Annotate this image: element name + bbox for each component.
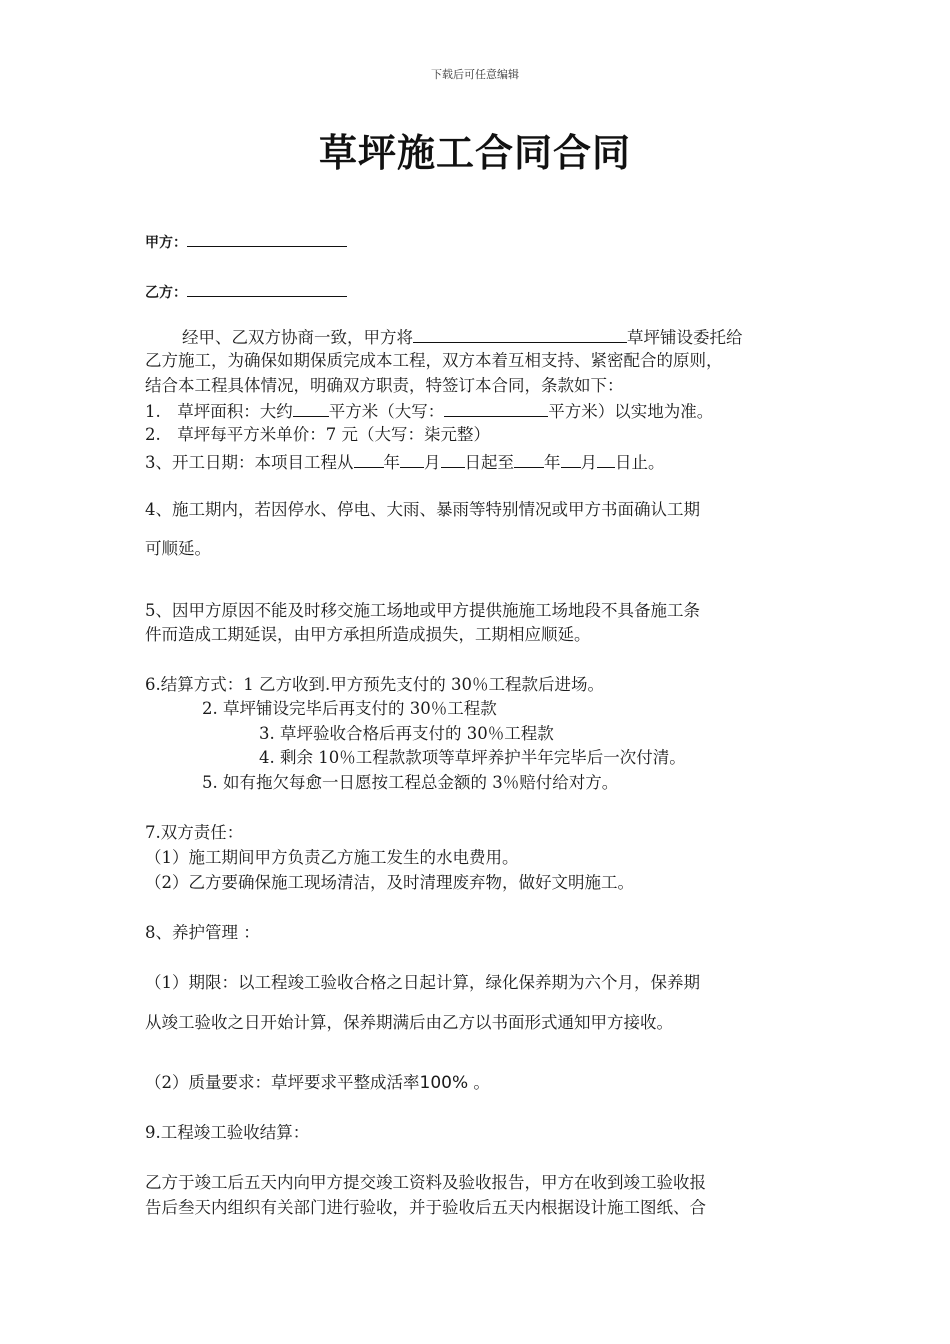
intro-line1-pre: 经甲、乙双方协商一致，甲方将 bbox=[182, 328, 413, 347]
clause-4-line-2: 可顺延。 bbox=[145, 539, 211, 558]
clause-6-line-3: 3. 草坪验收合格后再支付的 30％工程款 bbox=[259, 724, 554, 743]
clause-3-part-g: 日止。 bbox=[615, 453, 665, 472]
start-month-blank bbox=[400, 449, 424, 468]
clause-8-item-2-post: 。 bbox=[468, 1073, 490, 1092]
document-title: 草坪施工合同合同 bbox=[318, 130, 631, 175]
clause-2: 2. 草坪每平方米单价：7 元（大写：柒元整） bbox=[145, 425, 490, 444]
end-year-blank bbox=[514, 449, 544, 468]
clause-8-item-2-pre: （2）质量要求：草坪要求平整成活率 bbox=[145, 1073, 420, 1092]
party-b-label: 乙方： bbox=[145, 285, 187, 301]
clause-4-line-1: 4、施工期内，若因停水、停电、大雨、暴雨等特别情况或甲方书面确认工期 bbox=[145, 500, 700, 519]
party-a-label: 甲方： bbox=[145, 235, 187, 251]
clause-8-heading: 8、养护管理 ： bbox=[145, 923, 260, 942]
clause-7-item-1: （1）施工期间甲方负责乙方施工发生的水电费用。 bbox=[145, 848, 519, 867]
clause-5-line-1: 5、因甲方原因不能及时移交施工场地或甲方提供施施工场地段不具备施工条 bbox=[145, 601, 700, 620]
end-month-blank bbox=[561, 449, 581, 468]
clause-7-heading: 7.双方责任： bbox=[145, 823, 244, 842]
clause-5-line-2: 件而造成工期延误，由甲方承担所造成损失，工期相应顺延。 bbox=[145, 625, 591, 644]
clause-1-part-b: 平方米（大写： bbox=[328, 402, 445, 421]
clause-7-item-2: （2）乙方要确保施工现场清洁，及时清理废弃物，做好文明施工。 bbox=[145, 873, 634, 892]
party-b-line bbox=[145, 278, 347, 305]
clause-1 bbox=[145, 398, 713, 424]
clause-3-part-d: 日起至 bbox=[464, 453, 514, 472]
end-day-blank bbox=[597, 449, 615, 468]
start-day-blank bbox=[441, 449, 465, 468]
clause-3-year-2: 年 bbox=[544, 453, 561, 472]
area-capital-blank bbox=[444, 398, 548, 417]
party-a-line bbox=[145, 228, 347, 255]
clause-6-line-4: 4. 剩余 10％工程款款项等草坪养护半年完毕后一次付清。 bbox=[259, 748, 686, 767]
intro-line-2: 乙方施工，为确保如期保质完成本工程，双方本着互相支持、紧密配合的原则， bbox=[145, 351, 723, 370]
intro-line-1 bbox=[182, 324, 743, 350]
project-blank bbox=[413, 324, 627, 343]
clause-8-item-1-line-1: （1）期限：以工程竣工验收合格之日起计算，绿化保养期为六个月，保养期 bbox=[145, 973, 700, 992]
intro-line-3: 结合本工程具体情况，明确双方职责，特签订本合同，条款如下： bbox=[145, 376, 624, 395]
clause-6-line-5: 5. 如有拖欠每愈一日愿按工程总金额的 3％赔付给对方。 bbox=[202, 773, 619, 792]
intro-line1-post: 草坪铺设委托给 bbox=[627, 328, 743, 347]
clause-3-part-a: 3、开工日期：本项目工程从 bbox=[145, 453, 354, 472]
clause-9-line-2: 告后叁天内组织有关部门进行验收，并于验收后五天内根据设计施工图纸、合 bbox=[145, 1198, 706, 1217]
clause-3-month-1: 月 bbox=[424, 453, 441, 472]
party-b-blank bbox=[187, 278, 347, 297]
survival-rate-value: 100% bbox=[419, 1073, 469, 1093]
clause-8-item-1-line-2: 从竣工验收之日开始计算，保养期满后由乙方以书面形式通知甲方接收。 bbox=[145, 1013, 673, 1032]
clause-9-heading: 9.工程竣工验收结算： bbox=[145, 1123, 310, 1142]
start-year-blank bbox=[354, 449, 384, 468]
clause-3 bbox=[145, 449, 665, 475]
party-a-blank bbox=[187, 228, 347, 247]
clause-9-line-1: 乙方于竣工后五天内向甲方提交竣工资料及验收报告，甲方在收到竣工验收报 bbox=[145, 1173, 706, 1192]
clause-6-line-1: 6.结算方式：1 乙方收到.甲方预先支付的 30％工程款后进场。 bbox=[145, 675, 604, 694]
clause-6-line-2: 2. 草坪铺设完毕后再支付的 30％工程款 bbox=[202, 699, 497, 718]
clause-3-month-2: 月 bbox=[580, 453, 597, 472]
clause-3-year-1: 年 bbox=[383, 453, 400, 472]
clause-1-part-c: 平方米）以实地为准。 bbox=[548, 402, 714, 421]
header-note: 下载后可任意编辑 bbox=[431, 68, 519, 81]
clause-8-item-2 bbox=[145, 1071, 490, 1095]
area-blank bbox=[293, 398, 329, 417]
clause-1-part-a: 1. 草坪面积：大约 bbox=[145, 402, 293, 421]
